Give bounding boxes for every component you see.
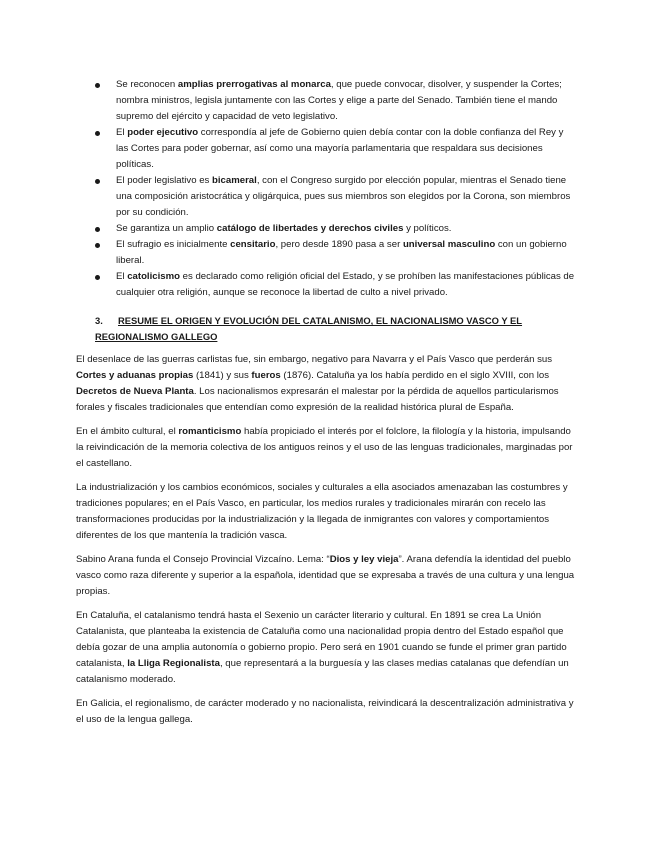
paragraph: Sabino Arana funda el Consejo Provincial Vizcaíno. Lema: “Dios y ley vieja”. Arana defendía la identidad del pueblo vasco como raza diferente y superior a la española, identidad que se expresaba a través de una cultura y una lengua propias. (76, 554, 575, 597)
bullet-icon (95, 131, 100, 136)
paragraph: En Cataluña, el catalanismo tendrá hasta el Sexenio un carácter literario y cultural. En 1891 se crea La Unión Catalanista, que planteaba la existencia de Cataluña como una nacionalidad propia dentro del Estado español que debía gozar de una amplia autonomía o gobierno propio. Pero será en 1901 cuando se funde el primer gran partido catalanista, la Lliga Regionalista, que representará a la burguesía y las clases medias catalanas que defendían un catalanismo moderado. (76, 610, 569, 685)
list-item: Se reconocen amplias prerrogativas al monarca, que puede convocar, disolver, y suspender la Cortes; nombra ministros, legisla juntamente con las Cortes y elige a parte del Senado. También tiene el mando supremo del ejército y capacidad de veto legislativo. (95, 77, 577, 125)
bullet-icon (95, 227, 100, 232)
list-item: Se garantiza un amplio catálogo de libertades y derechos civiles y políticos. (95, 221, 577, 237)
list-item: El catolicismo es declarado como religión oficial del Estado, y se prohíben las manifestaciones públicas de cualquier otra religión, aunque se reconoce la libertad de culto a nivel privado. (95, 269, 577, 301)
bullet-icon (95, 179, 100, 184)
paragraph: En Galicia, el regionalismo, de carácter moderado y no nacionalista, reivindicará la descentralización administrativa y el uso de la lengua gallega. (76, 698, 574, 725)
section-number: 3. (95, 315, 103, 326)
list-item: El poder ejecutivo correspondía al jefe de Gobierno quien debía contar con la doble confianza del Rey y las Cortes para poder gobernar, así como una mayoría parlamentaria que respaldara sus decisiones políticas. (95, 125, 577, 173)
paragraph: En el ámbito cultural, el romanticismo había propiciado el interés por el folclore, la filología y la historia, impulsando la reivindicación de la memoria colectiva de los antiguos reinos y el uso de las lenguas tradicionales, marginadas por el castellano. (76, 426, 573, 469)
bullet-list (95, 77, 577, 301)
bullet-icon (95, 243, 100, 248)
list-item: El poder legislativo es bicameral, con el Congreso surgido por elección popular, mientras el Senado tiene una composición aristocrática y oligárquica, pues sus miembros son elegidos por la Corona, son miembros por su condición. (95, 173, 577, 221)
body-text (76, 352, 578, 736)
section-heading (95, 313, 565, 345)
section-title: RESUME EL ORIGEN Y EVOLUCIÓN DEL CATALANISMO, EL NACIONALISMO VASCO Y EL REGIONALISMO GALLEGO (95, 315, 523, 342)
paragraph: El desenlace de las guerras carlistas fue, sin embargo, negativo para Navarra y el País Vasco que perderán sus Cortes y aduanas propias (1841) y sus fueros (1876). Cataluña ya los había perdido en el siglo XVIII, con los Decretos de Nueva Planta. Los nacionalismos expresarán el malestar por la pérdida de aquellos particularismos forales y fiscales tradicionales que entendían como expresión de la realidad histórica plural de España. (76, 354, 559, 413)
paragraph: La industrialización y los cambios económicos, sociales y culturales a ella asociados amenazaban las costumbres y tradiciones populares; en el País Vasco, en particular, los medios rurales y tradicionales mirarán con recelo las transformaciones producidas por la industrialización y la llegada de inmigrantes con valores y comportamientos diferentes de los que mantenía la tradición vasca. (76, 482, 568, 541)
list-item: El sufragio es inicialmente censitario, pero desde 1890 pasa a ser universal masculino con un gobierno liberal. (95, 237, 577, 269)
bullet-icon (95, 83, 100, 88)
bullet-icon (95, 275, 100, 280)
